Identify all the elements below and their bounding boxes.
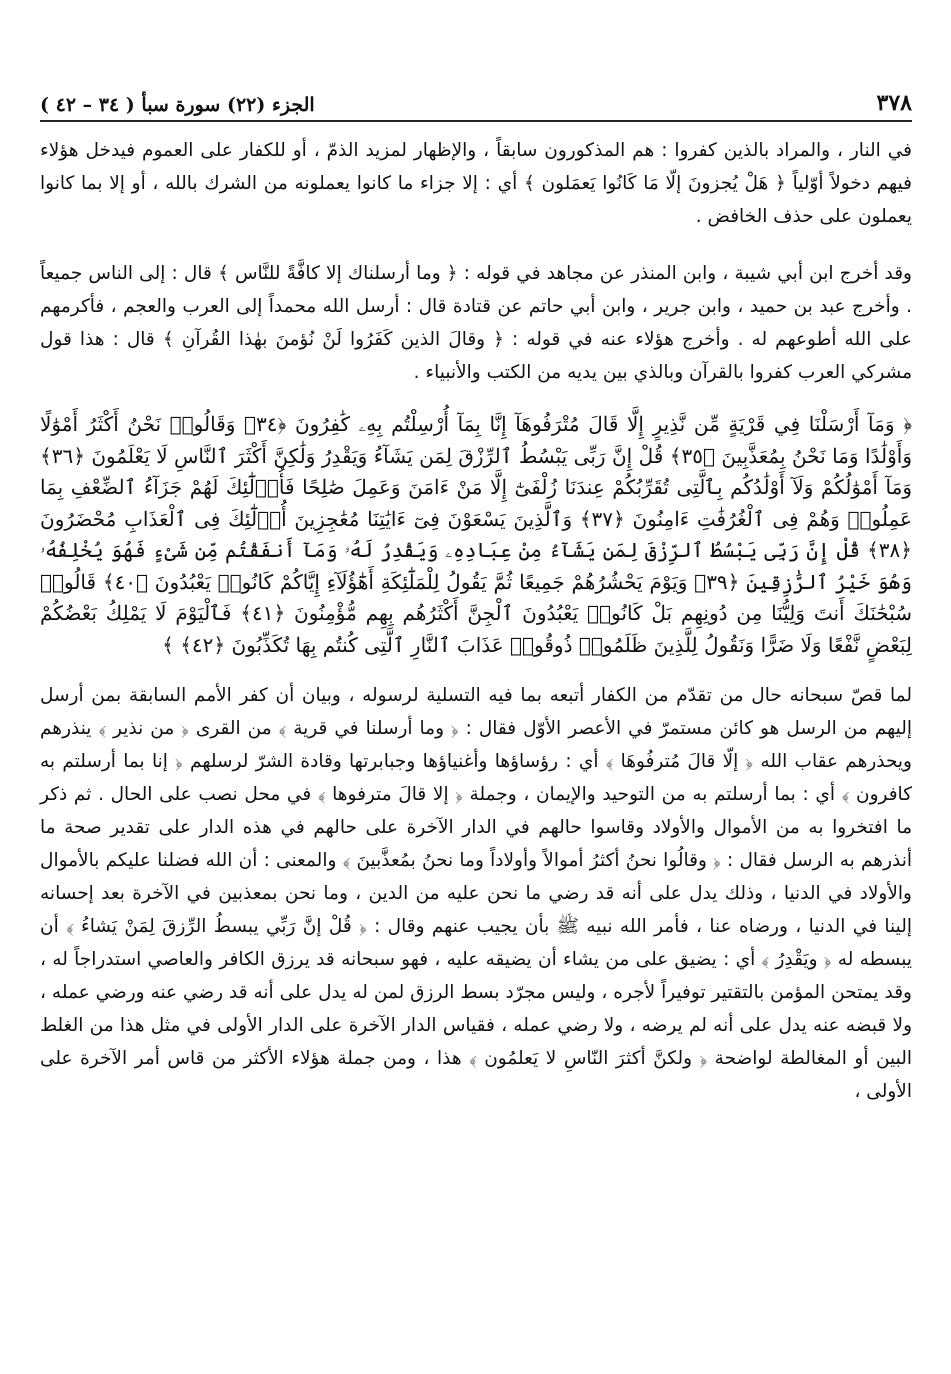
book-page: [40, 80, 912, 1108]
page-header: [40, 80, 912, 122]
running-title: الجزء (٢٢) سورة سبأ ( ٣٤ – ٤٢ ): [40, 94, 315, 116]
page-number: ٣٧٨: [876, 90, 912, 116]
paragraph-2: وقد أخرج ابن أبي شيبة ، وابن المنذر عن مجاهد في قوله : ﴿ وما أرسلناك إلا كافَّةً للنَّاس ﴾ قال : إلى الناس جميعاً . وأخرج عبد بن حميد ، وابن جرير ، وابن أبي حاتم عن قتادة قال : أرسل الله محمداً إلى العرب والعجم ، فأكرمهم على الله أطوعهم له . وأخرج هؤلاء عنه في قوله : ﴿ وقالَ الذين كَفَرُوا لَنْ نُؤمنَ بهٰذا القُرآنِ ﴾ قال : هذا قول مشركي العرب كفروا بالقرآن وبالذي بين يديه من الكتب والأنبياء .: [40, 263, 912, 383]
commentary-paragraph: لما قصّ سبحانه حال من تقدّم من الكفار أتبعه بما فيه التسلية لرسوله ، وبيان أن كفر الأمم السابقة بمن أرسل إليهم من الرسل هو كائن مستمرّ في الأعصر الأوّل فقال : ﴿ وما أرسلنا في قرية ﴾ من القرى ﴿ من نذير ﴾ ينذرهم ويحذرهم عقاب الله ﴿ إلّا قالَ مُترفُوهَا ﴾ أي : رؤساؤها وأغنياؤها وجبابرتها وقادة الشرّ لرسلهم ﴿ إنا بما أرسلتم به كافرون ﴾ أي : بما أرسلتم به من التوحيد والإيمان ، وجملة ﴿ إلا قالَ مترفوها ﴾ في محل نصب على الحال . ثم ذكر ما افتخروا به من الأموال والأولاد وقاسوا حالهم في الدار الآخرة على حالهم في هذه الدار على تقدير صحة ما أنذرهم به الرسل فقال : ﴿ وقالُوا نحنُ أكثرُ أموالاً وأولاداً وما نحنُ بمُعذَّبينَ ﴾ والمعنى : أن الله فضلنا عليكم بالأموال والأولاد في الدنيا ، وذلك يدل على أنه قد رضي ما نحن عليه من الدين ، وما نحن بمعذبين في الآخرة بعد إحسانه إلينا في الدنيا ، ورضاه عنا ، فأمر الله نبيه ﷺ بأن يجيب عنهم وقال : ﴿ قُلْ إنَّ رَبِّي يبسطُ الرِّزقَ لِمَنْ يَشاءُ ﴾ أن يبسطه له ﴿ ويَقْدِرُ ﴾ أي : يضيق على من يشاء أن يضيقه عليه ، فهو سبحانه قد يرزق الكافر والعاصي استدراجاً له ، وقد يمتحن المؤمن بالتقتير توفيراً لأجره ، وليس مجرّد بسط الرزق لمن له يدل على أنه قد رضي عنه ورضي عمله ، ولا قبضه عنه يدل على أنه لم يرضه ، ولا رضي عمله ، فقياس الدار الآخرة على الدار الأولى في مثل هذا من الغلط البين أو المغالطة لواضحة ﴿ ولكنَّ أكثرَ النّاسِ لا يَعلمُون ﴾ هذا ، ومن جملة هؤلاء الأكثر من قاس أمر الآخرة على الأولى ،: [40, 685, 912, 1102]
quran-verses-block: ﴿ وَمَآ أَرْسَلْنَا فِي قَرْيَةٍ مِّن نَّذِيرٍ إِلَّا قَالَ مُتْرَفُوهَآ إِنَّا بِمَآ أُرْسِلْتُم بِهِۦ كَٰفِرُونَ ﴿٣٤﴾ وَقَالُوا۟ نَحْنُ أَكْثَرُ أَمْوَٰلًا وَأَوْلَٰدًا وَمَا نَحْنُ بِمُعَذَّبِينَ ﴿٣٥﴾ قُلْ إِنَّ رَبِّى يَبْسُطُ ٱلرِّزْقَ لِمَن يَشَآءُ وَيَقْدِرُ وَلَٰكِنَّ أَكْثَرَ ٱلنَّاسِ لَا يَعْلَمُونَ ﴿٣٦﴾ وَمَآ أَمْوَٰلُكُمْ وَلَآ أَوْلَٰدُكُم بِٱلَّتِى تُقَرِّبُكُمْ عِندَنَا زُلْفَىٰٓ إِلَّا مَنْ ءَامَنَ وَعَمِلَ صَٰلِحًا فَأُو۟لَٰٓئِكَ لَهُمْ جَزَآءُ ٱلضِّعْفِ بِمَا عَمِلُوا۟ وَهُمْ فِى ٱلْغُرُفَٰتِ ءَامِنُونَ ﴿٣٧﴾ وَٱلَّذِينَ يَسْعَوْنَ فِىٓ ءَايَٰتِنَا مُعَٰجِزِينَ أُو۟لَٰٓئِكَ فِى ٱلْعَذَابِ مُحْضَرُونَ ﴿٣٨﴾ قُلْ إِنَّ رَبِّى يَبْسُطُ ٱلرِّزْقَ لِمَن يَشَآءُ مِنْ عِبَادِهِۦ وَيَقْدِرُ لَهُۥ وَمَآ أَنفَقْتُم مِّن شَىْءٍ فَهُوَ يُخْلِفُهُۥ وَهُوَ خَيْرُ ٱلرَّٰزِقِينَ ﴿٣٩﴾ وَيَوْمَ يَحْشُرُهُمْ جَمِيعًا ثُمَّ يَقُولُ لِلْمَلَٰٓئِكَةِ أَهَٰٓؤُلَآءِ إِيَّاكُمْ كَانُوا۟ يَعْبُدُونَ ﴿٤٠﴾ قَالُوا۟ سُبْحَٰنَكَ أَنتَ وَلِيُّنَا مِن دُونِهِم بَلْ كَانُوا۟ يَعْبُدُونَ ٱلْجِنَّ أَكْثَرُهُم بِهِم مُّؤْمِنُونَ ﴿٤١﴾ فَٱلْيَوْمَ لَا يَمْلِكُ بَعْضُكُمْ لِبَعْضٍ نَّفْعًا وَلَا ضَرًّا وَنَقُولُ لِلَّذِينَ ظَلَمُوا۟ ذُوقُوا۟ عَذَابَ ٱلنَّارِ ٱلَّتِى كُنتُم بِهَا تُكَذِّبُونَ ﴿٤٢﴾ ﴾: [40, 412, 912, 657]
paragraph-1: في النار ، والمراد بالذين كفروا : هم المذكورون سابقاً ، والإظهار لمزيد الذمّ ، أو للكفار على العموم فيدخل هؤلاء فيهم دخولاً أوّلياً ﴿ هَلْ يُجزونَ إلّا مَا كَانُوا يَعمَلون ﴾ أي : إلا جزاء ما كانوا يعملونه من الشرك بالله ، أو إلا بما كانوا يعملون على حذف الخافض .: [40, 140, 912, 227]
